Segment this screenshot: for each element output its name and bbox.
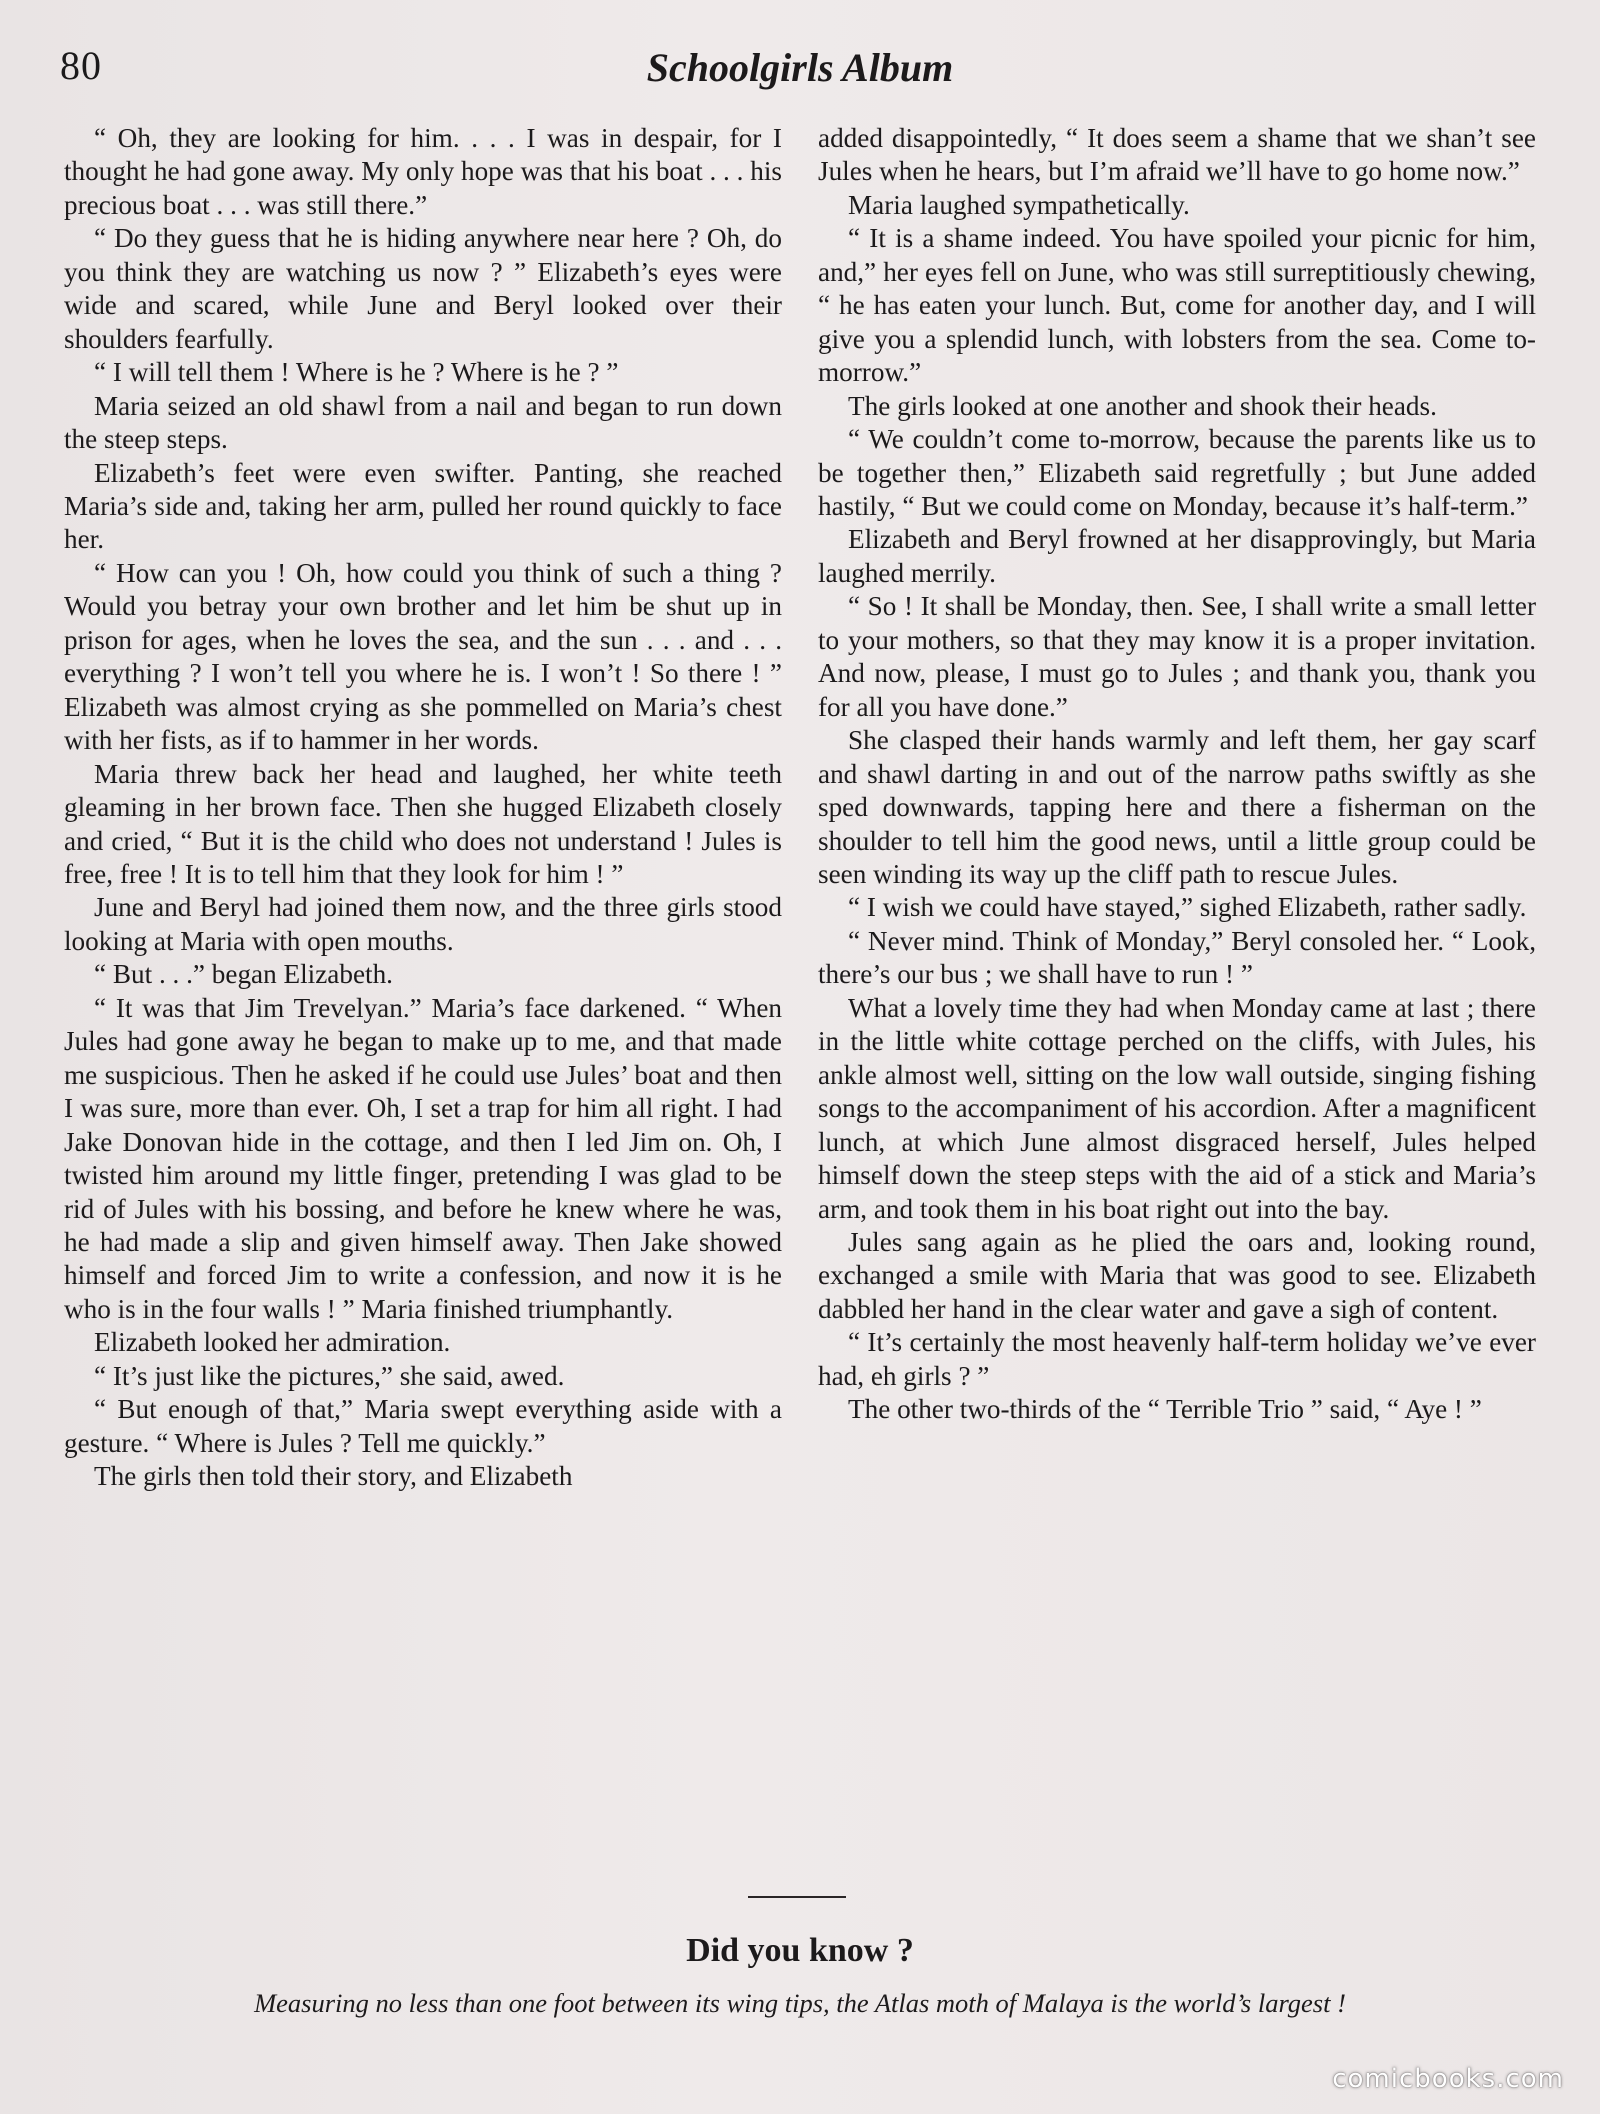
- paragraph: June and Beryl had joined them now, and the three girls stood looking at Maria with open mouths.: [64, 892, 782, 956]
- paragraph: “ It’s just like the pictures,” she said, awed.: [94, 1360, 565, 1391]
- left-text-column: [64, 122, 782, 1494]
- paragraph: Maria seized an old shawl from a nail and began to run down the steep steps.: [64, 390, 782, 455]
- page-number: 80: [60, 43, 102, 88]
- paragraph: Jules sang again as he plied the oars and, looking round, exchanged a smile with Maria that was good to see. Elizabeth dabbled her hand in the clear water and gave a sigh of content.: [818, 1226, 1536, 1324]
- paragraph: The girls then told their story, and Elizabeth: [94, 1461, 573, 1492]
- paragraph: Elizabeth’s feet were even swifter. Panting, she reached Maria’s side and, taking her arm, pulled her round quickly to face her.: [64, 457, 782, 555]
- paragraph: What a lovely time they had when Monday came at last ; there in the little white cottage perched on the cliffs, with Jules, his ankle almost well, sitting on the low wall outside, singing fishing songs to the accompaniment of his accordion. After a magnificent lunch, at which June almost disgraced herself, Jules helped himself down the steep steps with the aid of a stick and Maria’s arm, and took them in his boat right out into the bay.: [818, 992, 1536, 1224]
- paragraph: “ So ! It shall be Monday, then. See, I shall write a small letter to your mothers, so that they may know it is a proper invitation. And now, please, I must go to Jules ; and thank you, thank you for all you have done.”: [818, 591, 1536, 722]
- paragraph: Elizabeth looked her admiration.: [94, 1327, 451, 1358]
- did-you-know-heading: Did you know ?: [686, 1932, 914, 1969]
- paragraph: “ Never mind. Think of Monday,” Beryl consoled her. “ Look, there’s our bus ; we shall have to run ! ”: [818, 925, 1536, 990]
- paragraph: “ I wish we could have stayed,” sighed Elizabeth, rather sadly.: [848, 892, 1527, 923]
- paragraph: She clasped their hands warmly and left them, her gay scarf and shawl darting in and out of the narrow paths swiftly as she sped downwards, tapping here and there a fisherman on the shoulder to tell him the good news, until a little group could be seen winding its way up the cliff path to rescue Jules.: [818, 725, 1536, 889]
- paragraph: “ It is a shame indeed. You have spoiled your picnic for him, and,” her eyes fell on June, who was still surreptitiously chewing, “ he has eaten your lunch. But, come for another day, and I will give you a splendid lunch, with lobsters from the sea. Come to-morrow.”: [818, 223, 1536, 388]
- paragraph: “ Do they guess that he is hiding anywhere near here ? Oh, do you think they are watching us now ? ” Elizabeth’s eyes were wide and scared, while June and Beryl looked over their shoulders fearfully.: [64, 223, 782, 354]
- paragraph: “ I will tell them ! Where is he ? Where is he ? ”: [94, 357, 619, 388]
- paragraph: added disappointedly, “ It does seem a shame that we shan’t see Jules when he hears, but I’m afraid we’ll have to go home now.”: [818, 123, 1536, 187]
- did-you-know-fact: Measuring no less than one foot between its wing tips, the Atlas moth of Malaya is the world’s largest !: [254, 1988, 1346, 2018]
- site-watermark: comicbooks.com: [1332, 2064, 1564, 2094]
- paragraph: The other two-thirds of the “ Terrible Trio ” said, “ Aye ! ”: [848, 1394, 1482, 1425]
- paragraph: “ But . . .” began Elizabeth.: [94, 959, 393, 990]
- paragraph: The girls looked at one another and shook their heads.: [848, 390, 1437, 421]
- paragraph: “ It was that Jim Trevelyan.” Maria’s face darkened. “ When Jules had gone away he began to make up to me, and that made me suspicious. Then he asked if he could use Jules’ boat and then I was sure, more than ever. Oh, I set a trap for him all right. I had Jake Donovan hide in the cottage, and then I led Jim on. Oh, I twisted him around my little finger, pretending I was glad to be rid of Jules with his bossing, and before he knew where he was, he had made a slip and given himself away. Then Jake showed himself and forced Jim to write a confession, and now it is he who is in the four walls ! ” Maria finished triumphantly.: [64, 992, 782, 1324]
- paragraph: Maria laughed sympathetically.: [848, 189, 1190, 220]
- paragraph: “ We couldn’t come to-morrow, because the parents like us to be together then,” Elizabeth said regretfully ; but June added hastily, “ But we could come on Monday, because it’s half-term.”: [818, 424, 1536, 521]
- right-text-column: [818, 122, 1536, 1427]
- paragraph: Maria threw back her head and laughed, her white teeth gleaming in her brown face. Then she hugged Elizabeth closely and cried, “ But it is the child who does not understand ! Jules is free, free ! It is to tell him that they look for him ! ”: [64, 758, 782, 889]
- paragraph: Elizabeth and Beryl frowned at her disapprovingly, but Maria laughed merrily.: [818, 524, 1536, 588]
- paragraph: “ Oh, they are looking for him. . . . I was in despair, for I thought he had gone away. My only hope was that his boat . . . his precious boat . . . was still there.”: [64, 123, 782, 220]
- section-divider: [748, 1896, 846, 1898]
- paragraph: “ It’s certainly the most heavenly half-term holiday we’ve ever had, eh girls ? ”: [818, 1327, 1536, 1391]
- paragraph: “ How can you ! Oh, how could you think of such a thing ? Would you betray your own brother and let him be shut up in prison for ages, when he loves the sea, and the sun . . . and . . . everything ? I won’t tell you where he is. I won’t ! So there ! ” Elizabeth was almost crying as she pommelled on Maria’s chest with her fists, as if to hammer in her words.: [64, 557, 782, 756]
- paragraph: “ But enough of that,” Maria swept everything aside with a gesture. “ Where is Jules ? Tell me quickly.”: [64, 1394, 782, 1458]
- running-title: Schoolgirls Album: [646, 45, 954, 90]
